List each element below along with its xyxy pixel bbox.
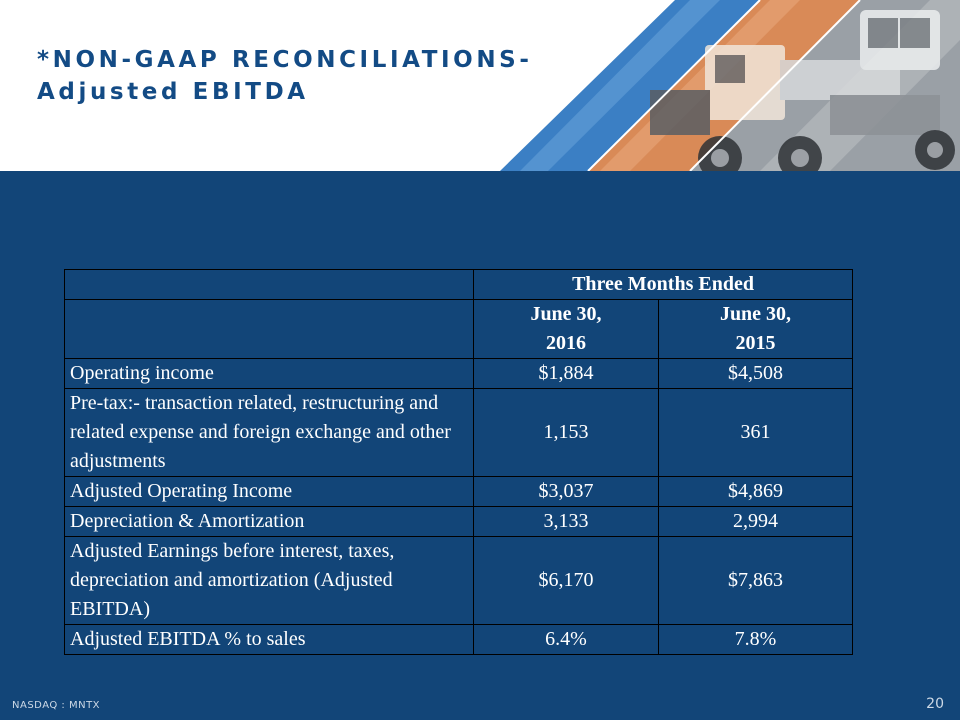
group-header: Three Months Ended (474, 270, 853, 300)
row-value-2016: 1,153 (474, 389, 659, 477)
ebitda-reconciliation-table (64, 269, 853, 655)
table-row (65, 359, 853, 389)
row-value-2015: 361 (659, 389, 853, 477)
table-row (65, 389, 853, 477)
slide-title-line-2: Adjusted EBITDA (37, 79, 309, 105)
row-value-2016: 6.4% (474, 625, 659, 655)
column-header-2016-line1: June 30, (530, 303, 602, 325)
row-label: Adjusted Operating Income (65, 477, 474, 507)
header-empty-cell (65, 270, 474, 300)
row-label: Operating income (65, 359, 474, 389)
row-value-2016: $6,170 (474, 537, 659, 625)
column-header-2016-line2: 2016 (546, 332, 586, 354)
table-row (65, 625, 853, 655)
column-header-2015 (659, 300, 853, 359)
row-value-2015: $7,863 (659, 537, 853, 625)
row-value-2015: 7.8% (659, 625, 853, 655)
row-value-2016: $1,884 (474, 359, 659, 389)
row-label: Adjusted Earnings before interest, taxes, depreciation and amortization (Adjusted EBITDA) (65, 537, 474, 625)
header-truck-photo (0, 0, 960, 171)
row-label: Pre-tax:- transaction related, restructuring and related expense and foreign exchange and other adjustments (65, 389, 474, 477)
row-value-2015: $4,869 (659, 477, 853, 507)
column-header-empty-cell (65, 300, 474, 359)
row-label: Depreciation & Amortization (65, 507, 474, 537)
page-number: 20 (926, 696, 944, 712)
row-value-2015: $4,508 (659, 359, 853, 389)
table-row (65, 537, 853, 625)
table-row (65, 477, 853, 507)
table-header-row (65, 270, 853, 300)
row-value-2015: 2,994 (659, 507, 853, 537)
column-header-2015-line2: 2015 (735, 332, 776, 354)
slide-header (0, 0, 960, 171)
table-column-header-row (65, 300, 853, 359)
footer-ticker: NASDAQ : MNTX (12, 700, 101, 711)
row-value-2016: 3,133 (474, 507, 659, 537)
row-value-2016: $3,037 (474, 477, 659, 507)
slide-title-line-1: *NON-GAAP RECONCILIATIONS- (37, 47, 533, 73)
table-row (65, 507, 853, 537)
column-header-2016 (474, 300, 659, 359)
row-label: Adjusted EBITDA % to sales (65, 625, 474, 655)
column-header-2015-line1: June 30, (719, 303, 792, 325)
